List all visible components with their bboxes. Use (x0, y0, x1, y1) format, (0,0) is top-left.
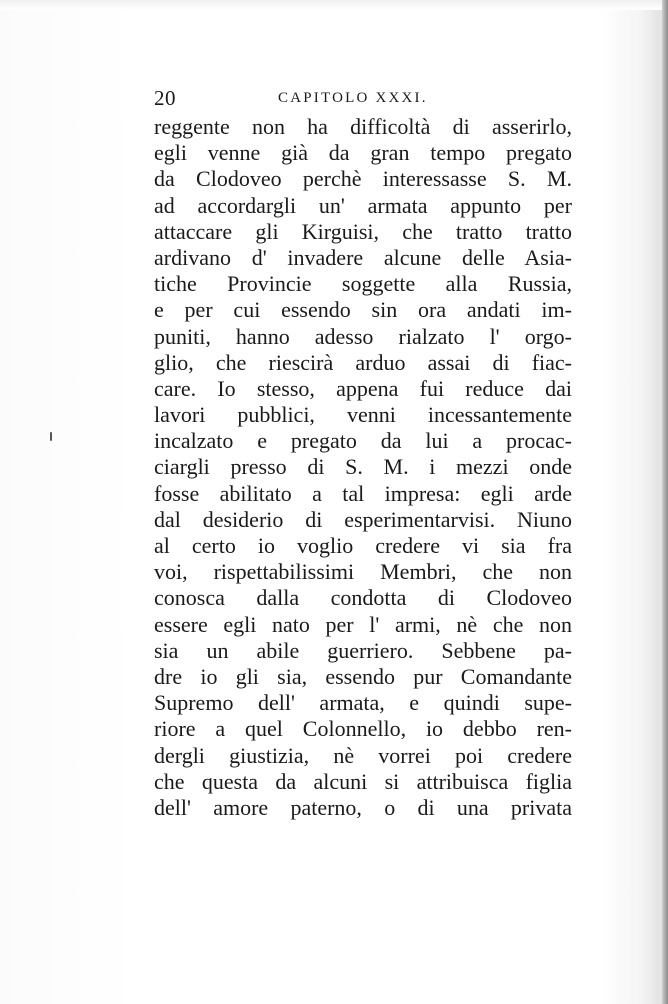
text-line: lavori pubblici, venni incessantemente (154, 402, 572, 428)
text-line: ad accordargli un' armata appunto per (154, 192, 572, 218)
text-line: reggente non ha difficoltà di asserirlo, (154, 114, 572, 139)
text-line: dre io gli sia, essendo pur Comandante (154, 663, 572, 689)
text-line: essere egli nato per l' armi, nè che non (154, 611, 572, 637)
paper-speck (50, 432, 52, 441)
text-line: care. Io stesso, appena fui reduce dai (154, 375, 572, 401)
body-text (154, 114, 572, 821)
text-line: glio, che riescirà arduo assai di fiac- (154, 349, 572, 375)
page-top-shadow (0, 0, 668, 10)
text-line: dal desiderio di esperimentarvisi. Niuno (154, 506, 572, 532)
text-line: voi, rispettabilissimi Membri, che non (154, 559, 572, 585)
running-head: CAPITOLO XXXI. (278, 90, 428, 106)
text-line: ciargli presso di S. M. i mezzi onde (154, 454, 572, 480)
text-line: al certo io voglio credere vi sia fra (154, 533, 572, 558)
text-line: e per cui essendo sin ora andati im- (154, 297, 572, 323)
page-binding-edge (662, 0, 668, 1004)
text-line: ardivano d' invadere alcune delle Asia- (154, 244, 572, 270)
text-line: sia un abile guerriero. Sebbene pa- (154, 637, 572, 663)
text-line: fosse abilitato a tal impresa: egli arde (154, 480, 572, 506)
text-line: da Clodoveo perchè interessasse S. M. (154, 166, 572, 192)
text-line: dell' amore paterno, o di una privata (154, 794, 572, 820)
text-line: che questa da alcuni si attribuisca figlia (154, 768, 572, 794)
text-line: puniti, hanno adesso rialzato l' orgo- (154, 323, 572, 349)
page-header (154, 86, 572, 112)
text-line: riore a quel Colonnello, io debbo ren- (154, 716, 572, 742)
text-line: conosca dalla condotta di Clodoveo (154, 585, 572, 611)
text-line: dergli giustizia, nè vorrei poi credere (154, 742, 572, 768)
text-line: Supremo dell' armata, e quindi supe- (154, 690, 572, 716)
text-line: tiche Provincie soggette alla Russia, (154, 271, 572, 297)
text-line: incalzato e pregato da lui a procac- (154, 428, 572, 454)
text-line: egli venne già da gran tempo pregato (154, 140, 572, 166)
page-number: 20 (154, 86, 176, 110)
text-line: attaccare gli Kirguisi, che tratto tratto (154, 218, 572, 244)
